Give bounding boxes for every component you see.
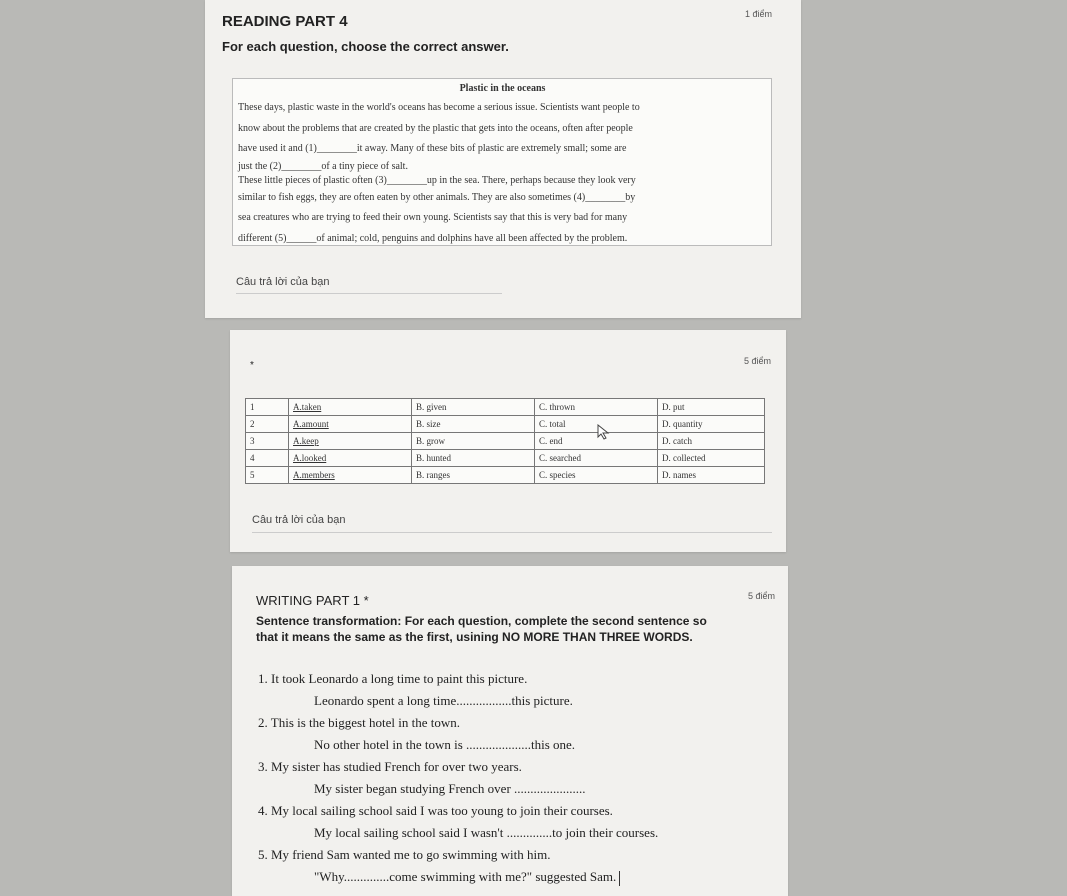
writing-instruction-line2: that it means the same as the first, usining NO MORE THAN THREE WORDS. bbox=[256, 630, 693, 644]
reading-title: READING PART 4 bbox=[222, 13, 348, 30]
mouse-cursor-icon bbox=[597, 424, 611, 440]
option-a: A.taken bbox=[289, 399, 412, 416]
table-row bbox=[246, 399, 765, 416]
writing-title: WRITING PART 1 * bbox=[256, 593, 369, 608]
row-number: 5 bbox=[246, 467, 289, 484]
question-sentence: 3. My sister has studied French for over two years. bbox=[258, 759, 522, 774]
question-sentence: 1. It took Leonardo a long time to paint this picture. bbox=[258, 671, 528, 686]
row-number: 1 bbox=[246, 399, 289, 416]
option-c: C. species bbox=[535, 467, 658, 484]
option-c: C. thrown bbox=[535, 399, 658, 416]
table-row bbox=[246, 433, 765, 450]
row-number: 4 bbox=[246, 450, 289, 467]
option-a: A.amount bbox=[289, 416, 412, 433]
option-c: C. total bbox=[535, 416, 658, 433]
option-b: B. size bbox=[412, 416, 535, 433]
rewrite-sentence: My sister began studying French over ...................... bbox=[314, 781, 586, 796]
question-sentence: 2. This is the biggest hotel in the town. bbox=[258, 715, 460, 730]
reading-points: 1 điểm bbox=[745, 9, 773, 19]
table-row bbox=[246, 467, 765, 484]
option-d: D. collected bbox=[658, 450, 765, 467]
option-a: A.keep bbox=[289, 433, 412, 450]
text-caret bbox=[619, 871, 620, 886]
rewrite-sentence-text: "Why..............come swimming with me?" suggested Sam. bbox=[314, 869, 617, 884]
passage-line: These days, plastic waste in the world's oceans has become a serious issue. Scientists want people to bbox=[238, 102, 640, 113]
options-points: 5 điểm bbox=[744, 356, 772, 366]
passage-line: have used it and (1)________it away. Many of these bits of plastic are extremely small; some are bbox=[238, 143, 627, 154]
answer-underline bbox=[252, 532, 772, 533]
option-b: B. ranges bbox=[412, 467, 535, 484]
row-number: 2 bbox=[246, 416, 289, 433]
option-d: D. catch bbox=[658, 433, 765, 450]
answer-input-reading[interactable]: Câu trả lời của bạn bbox=[236, 276, 330, 288]
passage-line: know about the problems that are created by the plastic that gets into the oceans, often after people bbox=[238, 122, 633, 134]
passage-title: Plastic in the oceans bbox=[459, 83, 546, 94]
reading-instruction: For each question, choose the correct answer. bbox=[222, 39, 509, 54]
rewrite-sentence: Leonardo spent a long time.................this picture. bbox=[314, 693, 573, 708]
answer-input-options[interactable]: Câu trả lời của bạn bbox=[252, 514, 346, 526]
passage-line: different (5)______of animal; cold, penguins and dolphins have all been affected by the problem. bbox=[238, 232, 628, 244]
option-d: D. quantity bbox=[658, 416, 765, 433]
passage-line: similar to fish eggs, they are often eaten by other animals. They are also sometimes (4)________by bbox=[238, 191, 636, 203]
passage-line: These little pieces of plastic often (3)________up in the sea. There, perhaps because they look very bbox=[238, 174, 636, 186]
option-b: B. hunted bbox=[412, 450, 535, 467]
option-d: D. put bbox=[658, 399, 765, 416]
question-sentence: 5. My friend Sam wanted me to go swimming with him. bbox=[258, 847, 551, 862]
rewrite-sentence bbox=[258, 866, 778, 888]
passage-line: sea creatures who are trying to feed their own young. Scientists say that this is very bad for many bbox=[238, 212, 628, 223]
option-d: D. names bbox=[658, 467, 765, 484]
writing-points: 5 điểm bbox=[748, 591, 776, 601]
option-b: B. grow bbox=[412, 433, 535, 450]
question-sentence: 4. My local sailing school said I was too young to join their courses. bbox=[258, 803, 613, 818]
row-number: 3 bbox=[246, 433, 289, 450]
passage-box bbox=[232, 78, 772, 246]
rewrite-sentence: My local sailing school said I wasn't ..............to join their courses. bbox=[314, 825, 659, 840]
writing-instruction-line1: Sentence transformation: For each question, complete the second sentence so bbox=[256, 614, 707, 628]
table-row bbox=[246, 416, 765, 433]
rewrite-sentence: No other hotel in the town is ....................this one. bbox=[314, 737, 576, 752]
passage-line: just the (2)________of a tiny piece of salt. bbox=[238, 160, 408, 172]
option-a: A.members bbox=[289, 467, 412, 484]
options-table bbox=[245, 398, 765, 484]
option-a: A.looked bbox=[289, 450, 412, 467]
answer-underline bbox=[236, 293, 502, 294]
table-row bbox=[246, 450, 765, 467]
option-c: C. end bbox=[535, 433, 658, 450]
option-c: C. searched bbox=[535, 450, 658, 467]
writing-answer-area[interactable] bbox=[258, 668, 778, 888]
option-b: B. given bbox=[412, 399, 535, 416]
required-marker: * bbox=[250, 360, 254, 371]
